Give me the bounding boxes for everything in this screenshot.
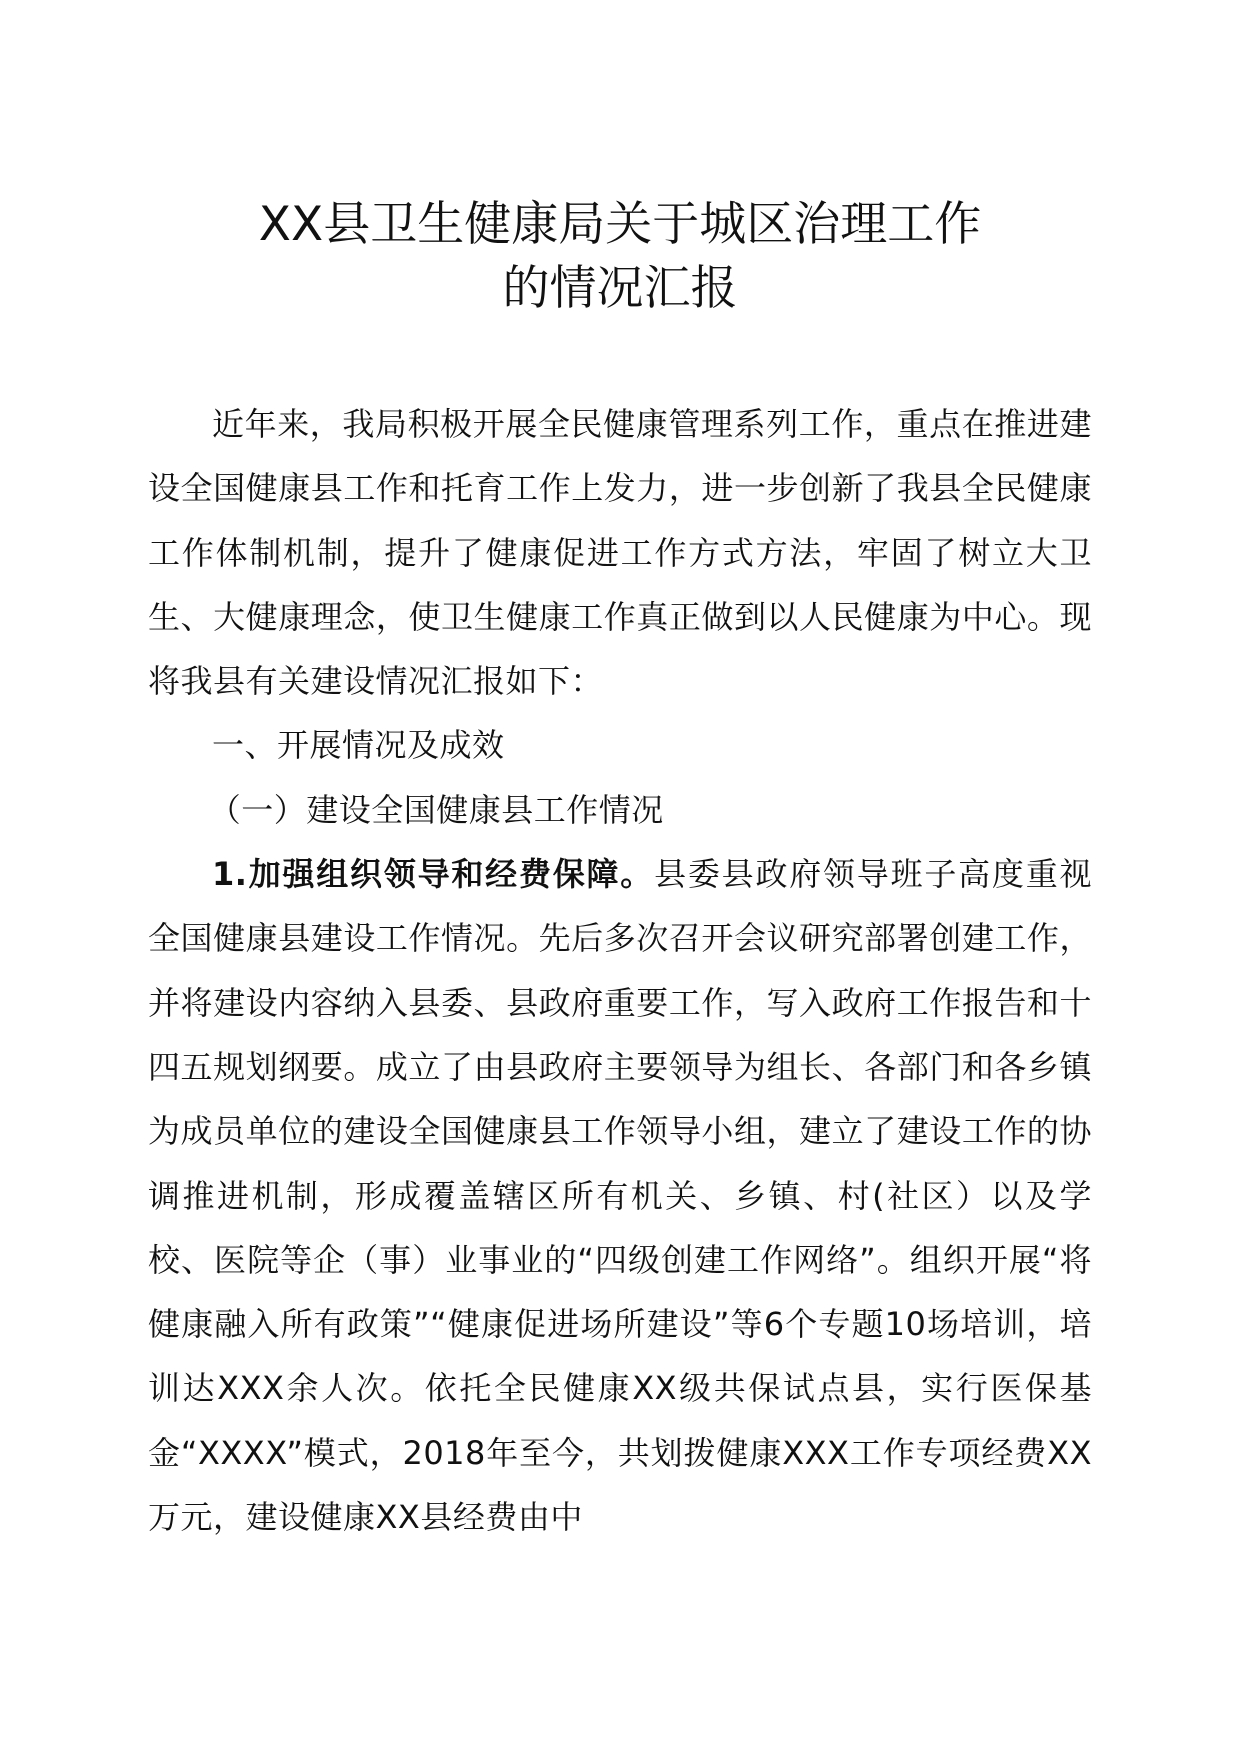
document-title <box>0 193 1240 321</box>
title-line-2: 的情况汇报 <box>502 261 738 316</box>
subsection-heading: （一）建设全国健康县工作情况 <box>208 790 664 829</box>
title-line-1: XX县卫生健康局关于城区治理工作 <box>258 197 982 252</box>
document-body <box>148 392 1092 1549</box>
section-heading: 一、开展情况及成效 <box>212 726 505 765</box>
paragraph-1-lead: 1.加强组织领导和经费保障。 <box>212 855 655 894</box>
intro-paragraph: 近年来，我局积极开展全民健康管理系列工作，重点在推进建设全国健康县工作和托育工作上发力，进一步创新了我县全民健康工作体制机制，提升了健康促进工作方式方法，牢固了树立大卫生、大健康理念，使卫生健康工作真正做到以人民健康为中心。现将我县有关建设情况汇报如下： <box>148 405 1092 701</box>
paragraph-1 <box>148 842 1092 1549</box>
paragraph-1-body: 县委县政府领导班子高度重视全国健康县建设工作情况。先后多次召开会议研究部署创建工作，并将建设内容纳入县委、县政府重要工作，写入政府工作报告和十四五规划纲要。成立了由县政府主要领导为组长、各部门和各乡镇为成员单位的建设全国健康县工作领导小组，建立了建设工作的协调推进机制，形成覆盖辖区所有机关、乡镇、村(社区）以及学校、医院等企（事）业事业的“四级创建工作网络”。组织开展“将健康融入所有政策”“健康促进场所建设”等6个专题10场培训，培训达XXX余人次。依托全民健康XX级共保试点县，实行医保基金“XXXX”模式，2018年至今，共划拨健康XXX工作专项经费XX万元，建设健康XX县经费由中 <box>148 855 1092 1537</box>
